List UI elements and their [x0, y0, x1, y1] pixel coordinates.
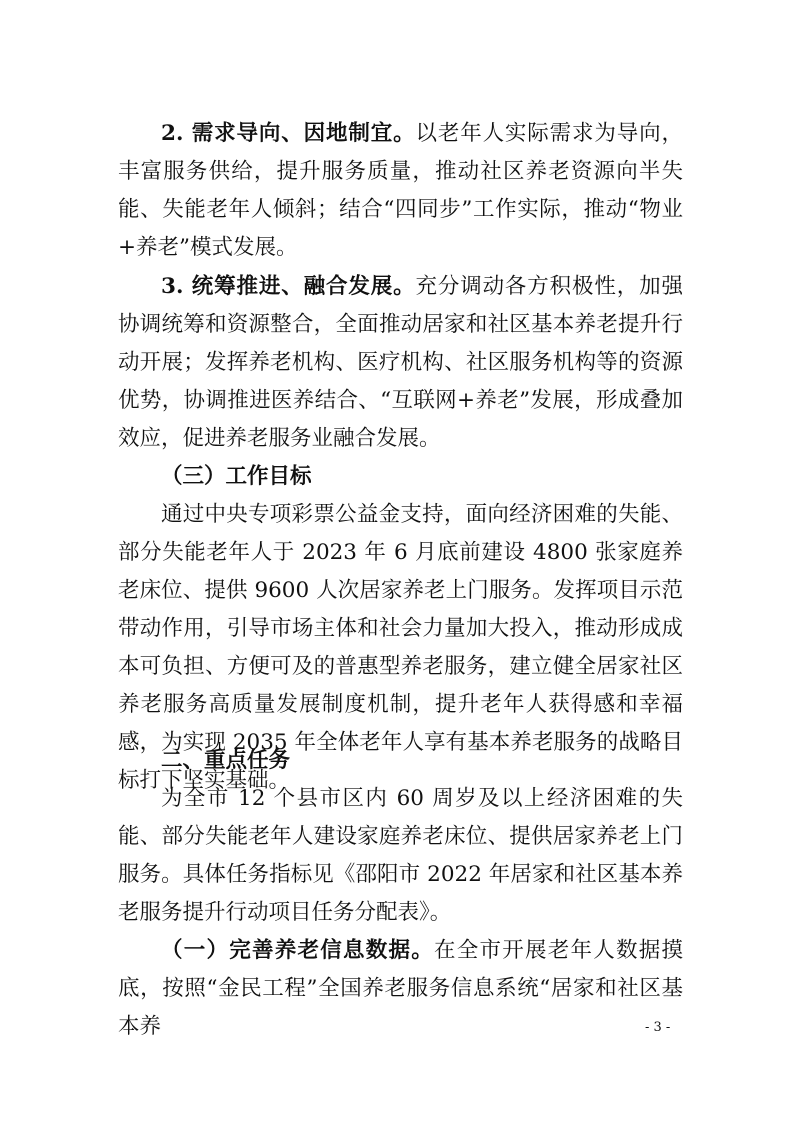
section-heading-work-goals: （三）工作目标 [161, 464, 312, 489]
paragraph-demand-oriented [118, 115, 683, 267]
paragraph-lead: （一）完善养老信息数据。 [161, 938, 434, 963]
paragraph-body: 以老年人实际需求为导向，丰富服务供给，提升服务质量，推动社区养老资源向半失能、失能老年人倾斜；结合“四同步”工作实际，推动“物业+养老”模式发展。 [118, 121, 683, 260]
paragraph-body: 在全市开展老年人数据摸底，按照“金民工程”全国养老服务信息系统“居家和社区基本养 [118, 938, 683, 1039]
paragraph-key-tasks: 为全市 12 个县市区内 60 周岁及以上经济困难的失能、部分失能老年人建设家庭养老床位、提供居家养老上门服务。具体任务指标见《邵阳市 2022 年居家和社区基本养老服务提升行动项目任务分配表》。 [118, 786, 683, 925]
paragraph-improve-data [118, 932, 683, 1046]
section-heading-key-tasks: 二、重点任务 [161, 748, 291, 773]
page-number: - 3 - [645, 1020, 671, 1035]
paragraph-coordinated-advance [118, 268, 683, 458]
paragraph-body: 充分调动各方积极性，加强协调统筹和资源整合，全面推动居家和社区基本养老提升行动开展；发挥养老机构、医疗机构、社区服务机构等的资源优势，协调推进医养结合、“互联网+养老”发展，形成叠加效应，促进养老服务业融合发展。 [118, 274, 683, 451]
paragraph-work-goals: 通过中央专项彩票公益金支持，面向经济困难的失能、部分失能老年人于 2023 年 6 月底前建设 4800 张家庭养老床位、提供 9600 人次居家养老上门服务。发挥项目示范带动作用，引导市场主体和社会力量加大投入，推动形成成本可负担、方便可及的普惠型养老服务，建立健全居家社区养老服务高质量发展制度机制，提升老年人获得感和幸福感，为实现 2035 年全体老年人享有基本养老服务的战略目标打下坚实基础。 [118, 502, 683, 793]
paragraph-lead: 3. 统筹推进、融合发展。 [161, 274, 416, 299]
paragraph-lead: 2. 需求导向、因地制宜。 [161, 121, 416, 146]
